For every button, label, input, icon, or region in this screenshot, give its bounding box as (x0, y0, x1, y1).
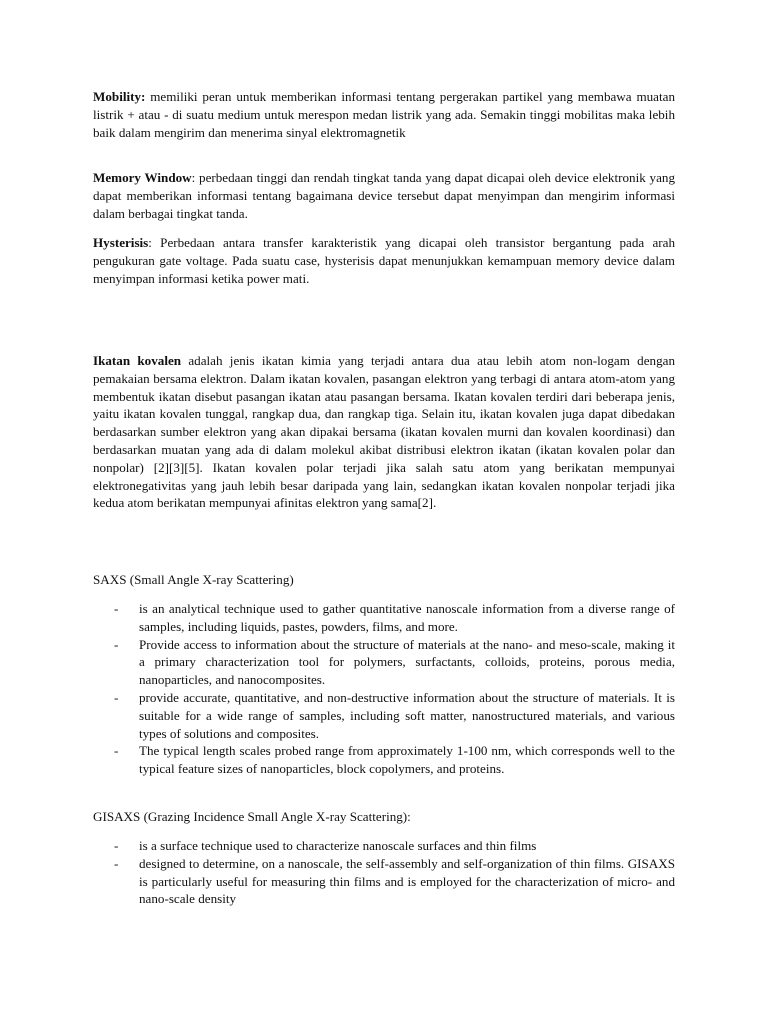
gisaxs-heading: GISAXS (Grazing Incidence Small Angle X-ray Scattering): (93, 809, 411, 824)
list-item-text: designed to determine, on a nanoscale, the self-assembly and self-organization of thin films. GISAXS is particularly useful for measuring thin films and is employed for the characterization of micro- and nano-scale density (139, 855, 675, 907)
list-item-text: provide accurate, quantitative, and non-destructive information about the structure of materials. It is suitable for a wide range of samples, including soft matter, nanostructured materials, and various types of solutions and composites. (139, 689, 675, 741)
memory-window-term: Memory Window (93, 170, 192, 185)
dash-bullet: - (114, 838, 119, 853)
list-item (93, 855, 675, 908)
memory-window-paragraph (93, 169, 675, 222)
saxs-heading: SAXS (Small Angle X-ray Scattering) (93, 572, 294, 587)
dash-bullet: - (114, 689, 119, 705)
covalent-bond-term: Ikatan kovalen (93, 353, 182, 368)
list-item-text: The typical length scales probed range from approximately 1-100 nm, which corresponds well to the typical feature sizes of nanoparticles, block copolymers, and proteins. (139, 743, 675, 777)
dash-bullet: - (114, 743, 119, 759)
hysterisis-term: Hysterisis (93, 235, 149, 250)
list-item (93, 742, 675, 778)
mobility-text: memiliki peran untuk memberikan informasi tentang pergerakan partikel yang membawa muatan listrik + atau - di suatu medium untuk merespon medan listrik yang ada. Semakin tinggi mobilitas maka lebih baik dalam mengirim dan menerima sinyal elektromagnetik (93, 89, 675, 140)
dash-bullet: - (114, 636, 119, 652)
list-item-text: Provide access to information about the structure of materials at the nano- and meso-scale, making it a primary characterization tool for polymers, surfactants, colloids, proteins, porous media, nanoparticles, and nanocomposites. (139, 636, 675, 688)
list-item (93, 689, 675, 742)
list-item (93, 600, 675, 636)
gisaxs-list (93, 837, 675, 908)
covalent-bond-paragraph (93, 352, 675, 512)
list-item (93, 837, 675, 855)
mobility-paragraph (93, 88, 675, 141)
dash-bullet: - (114, 855, 119, 871)
saxs-list (93, 600, 675, 778)
covalent-bond-text: adalah jenis ikatan kimia yang terjadi antara dua atau lebih atom non-logam dengan pemakaian bersama elektron. Dalam ikatan kovalen, pasangan elektron yang terbagi di antara atom-atom yang membentuk ikatan disebut pasangan ikatan atau pasangan bersama. Ikatan kovalen terdiri dari beberapa jenis, yaitu ikatan kovalen tunggal, rangkap dua, dan rangkap tiga. Selain itu, ikatan kovalen juga dapat dibedakan berdasarkan sumber elektron yang akan dipakai bersama (ikatan kovalen murni dan kovalen koordinasi) dan berdasarkan muatan yang ada di dalam molekul akibat distribusi elektron ikatan (ikatan kovalen polar dan nonpolar) [2][3][5]. Ikatan kovalen polar terjadi jika salah satu atom yang berikatan mempunyai elektronegativitas yang jauh lebih besar daripada yang lain, sedangkan ikatan kovalen nonpolar terjadi jika kedua atom berikatan mempunyai afinitas elektron yang sama[2]. (93, 353, 675, 511)
dash-bullet: - (114, 601, 119, 616)
hysterisis-text: : Perbedaan antara transfer karakteristik yang dicapai oleh transistor bergantung pada arah pengukuran gate voltage. Pada suatu case, hysterisis dapat menunjukkan kemampuan memory device dalam menyimpan informasi ketika power mati. (93, 235, 675, 286)
list-item (93, 636, 675, 689)
list-item-text: is an analytical technique used to gather quantitative nanoscale information from a diverse range of samples, including liquids, pastes, powders, films, and more. (139, 601, 675, 634)
list-item-text: is a surface technique used to characterize nanoscale surfaces and thin films (139, 838, 537, 853)
hysterisis-paragraph (93, 234, 675, 287)
memory-window-text: : perbedaan tinggi dan rendah tingkat tanda yang dapat dicapai oleh device elektronik yang dapat memberikan informasi tentang bagaimana device tersebut dapat menyimpan dan mengirim informasi dalam berbagai tingkat tanda. (93, 170, 675, 221)
mobility-term: Mobility: (93, 89, 146, 104)
